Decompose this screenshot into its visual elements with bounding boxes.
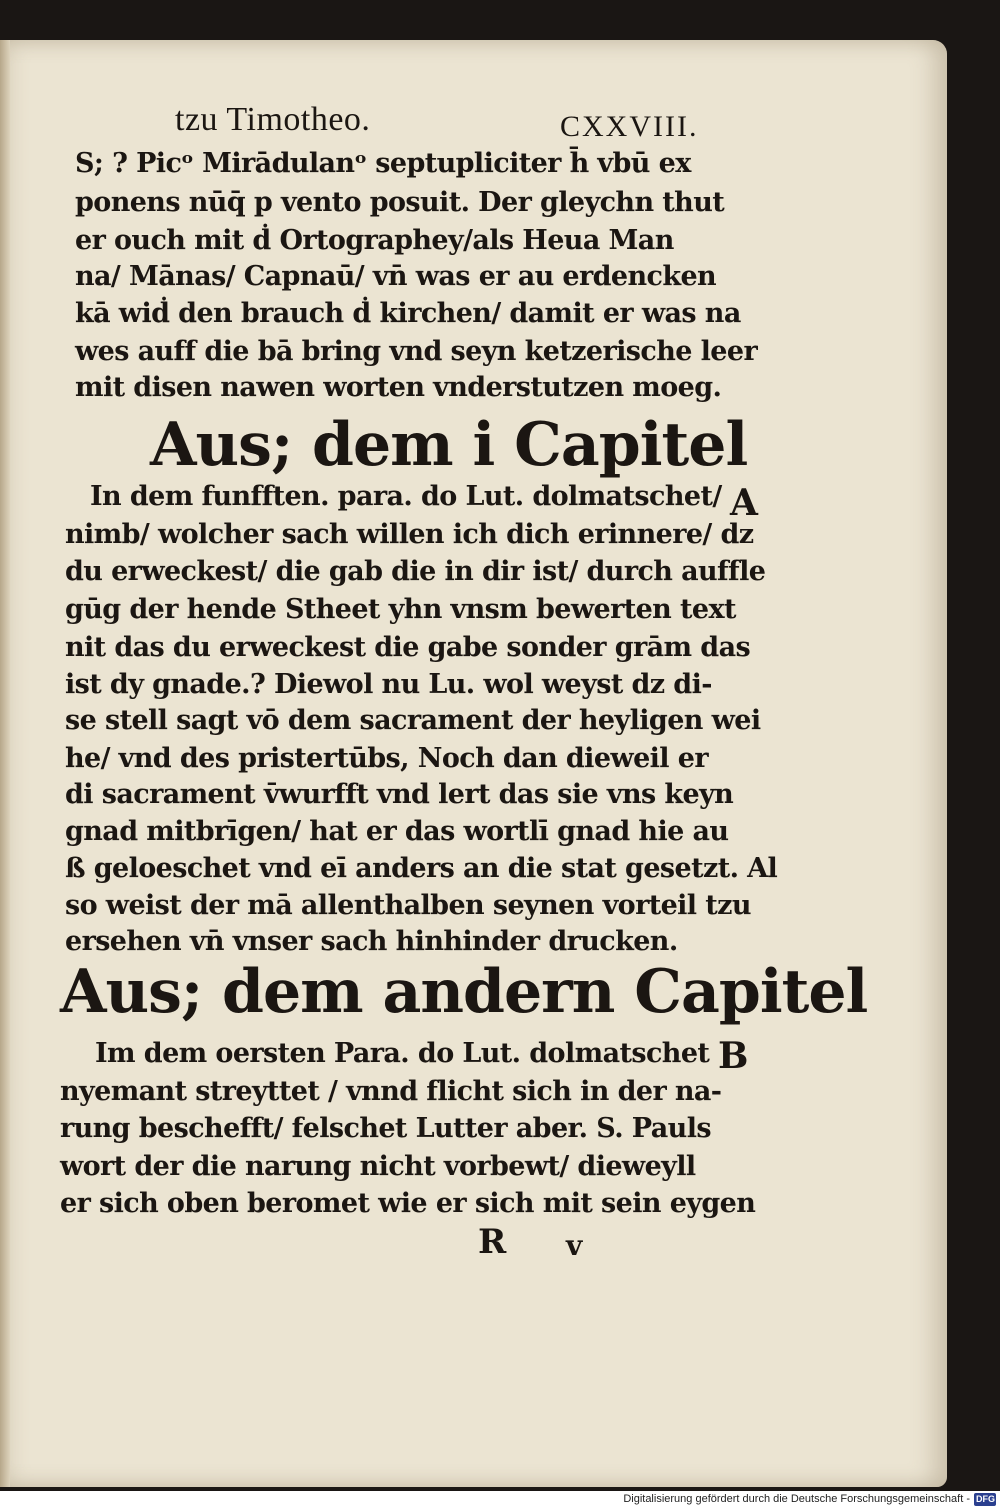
- text-line: Im dem oersten Para. do Lut. dolmatschet: [95, 1038, 710, 1069]
- margin-note-letter: B: [718, 1035, 749, 1077]
- text-line: du erweckest/ die gab die in dir ist/ durch auffle: [65, 556, 766, 587]
- text-line: In dem funfften. para. do Lut. dolmatschet/: [90, 481, 722, 512]
- text-line: gnad mitbrīgen/ hat er das wortlī gnad hie au: [65, 816, 729, 847]
- running-head: tzu Timotheo.: [175, 101, 371, 138]
- text-line: ersehen vn̄ vnser sach hinhinder drucken.: [65, 926, 678, 957]
- text-line: na/ Mānas/ Capnaū/ vn̄ was er au erdencken: [75, 261, 717, 292]
- chapter-heading: Aus; dem andern Capitel: [60, 957, 868, 1027]
- text-line: mit disen nawen worten vnderstutzen moeg.: [75, 372, 722, 403]
- text-line: di sacrament v̄wurfft vnd lert das sie vns keyn: [65, 779, 734, 810]
- text-line: wort der die narung nicht vorbewt/ dieweyll: [60, 1151, 696, 1182]
- dfg-logo-text: DFG: [976, 1494, 995, 1504]
- catchword: v: [566, 1229, 583, 1262]
- chapter-heading: Aus; dem i Capitel: [150, 410, 748, 480]
- text-line: nyemant streyttet / vnnd flicht sich in der na-: [60, 1076, 722, 1107]
- page-gutter: [0, 40, 10, 1487]
- dfg-logo: [974, 1493, 996, 1506]
- text-line: ponens nūq̄ p vento posuit. Der gleychn thut: [75, 187, 725, 218]
- text-line: wes auff die bā bring vnd seyn ketzerische leer: [75, 336, 758, 367]
- funding-credit: Digitalisierung gefördert durch die Deutsche Forschungsgemeinschaft -: [623, 1493, 970, 1505]
- text-line: er ouch mit ḋ Ortographey/als Heua Man: [75, 225, 674, 256]
- text-line: he/ vnd des pristertūbs, Noch dan dieweil er: [65, 743, 708, 774]
- signature-mark: R: [478, 1222, 507, 1262]
- text-line: ß geloeschet vnd eī anders an die stat gesetzt. Al: [65, 853, 778, 884]
- text-line: rung beschefft/ felschet Lutter aber. S. Pauls: [60, 1113, 711, 1144]
- footer-bar: [0, 1491, 1000, 1509]
- text-line: se stell sagt vō dem sacrament der heyligen wei: [65, 705, 761, 736]
- text-line: gūg der hende Stheet yhn vnsm bewerten text: [65, 594, 736, 625]
- text-line: kā wiḋ den brauch ḋ kirchen/ damit er was na: [75, 298, 741, 329]
- text-line: so weist der mā allenthalben seynen vorteil tzu: [65, 890, 751, 921]
- text-line: S; ? Picᵒ Mirādulanᵒ septupliciter h̄ vbū ex: [75, 148, 691, 179]
- margin-note-letter: A: [730, 482, 758, 524]
- folio-number: CXXVIII.: [560, 110, 699, 143]
- text-line: ist dy gnade.? Diewol nu Lu. wol weyst dz di-: [65, 669, 712, 700]
- text-line: nit das du erweckest die gabe sonder grām das: [65, 632, 751, 663]
- text-line: er sich oben beromet wie er sich mit sein eygen: [60, 1188, 756, 1219]
- text-line: nimb/ wolcher sach willen ich dich erinnere/ dz: [65, 519, 754, 550]
